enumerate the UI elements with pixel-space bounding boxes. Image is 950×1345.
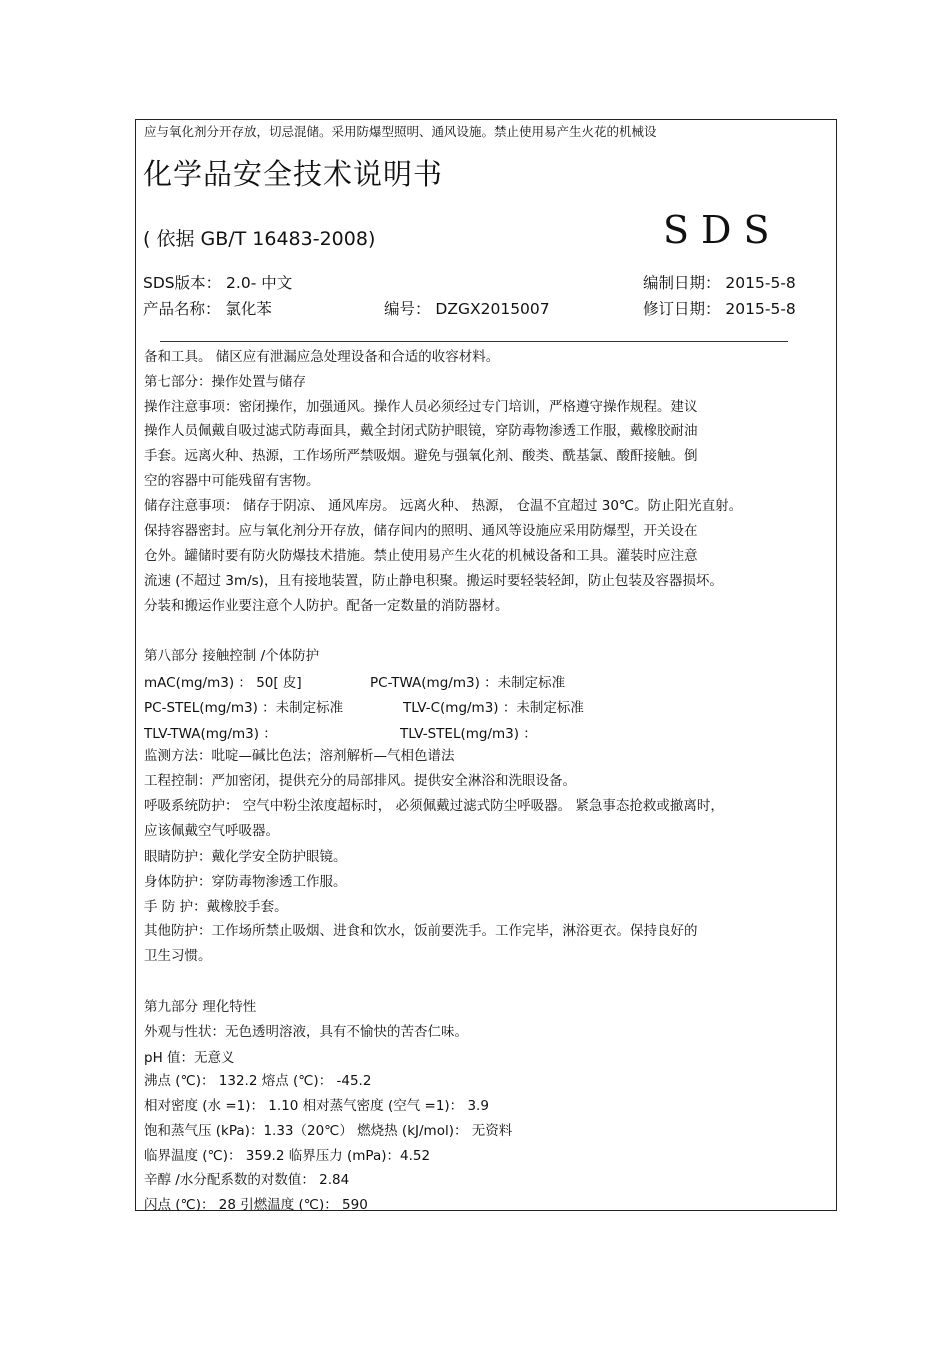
text-line: 临界温度 (℃)： 359.2 临界压力 (mPa)：4.52	[144, 1148, 431, 1164]
text-line: 外观与性状：无色透明溶液，具有不愉快的苦杏仁味。	[144, 1024, 468, 1040]
product-name: 产品名称： 氯化苯	[143, 300, 272, 318]
section-heading: 第七部分：操作处置与储存	[144, 374, 306, 390]
text-line: pH 值：无意义	[144, 1050, 235, 1066]
text-line: PC-TWA(mg/m3) ：未制定标准	[370, 675, 566, 691]
page-title: 化学品安全技术说明书	[143, 157, 444, 191]
text-line: 流速 (不超过 3m/s)，且有接地装置，防止静电积聚。搬运时要轻装轻卸，防止包装及容器损坏。	[144, 573, 723, 589]
text-line: 仓外。罐储时要有防火防爆技术措施。禁止使用易产生火花的机械设备和工具。灌装时应注意	[144, 548, 698, 564]
product-code: 编号： DZGX2015007	[384, 300, 550, 318]
text-line: 闪点 (℃)： 28 引燃温度 (℃)： 590	[144, 1197, 368, 1213]
text-line: 储存注意事项： 储存于阴凉、 通风库房。 远离火种、 热源， 仓温不宜超过 30℃。防止阳光直射。	[144, 498, 743, 514]
text-line: TLV-STEL(mg/m3) ：	[400, 726, 537, 742]
text-line: 卫生习惯。	[144, 948, 212, 964]
text-line: 呼吸系统防护： 空气中粉尘浓度超标时， 必须佩戴过滤式防尘呼吸器。 紧急事态抢救或撤离时，	[144, 798, 724, 814]
text-line: 身体防护：穿防毒物渗透工作服。	[144, 874, 347, 890]
section-heading: 第九部分 理化特性	[144, 999, 257, 1015]
text-line: 手 防 护：戴橡胶手套。	[144, 899, 288, 915]
compile-date: 编制日期： 2015-5-8	[643, 274, 796, 292]
text-line: 辛醇 /水分配系数的对数值： 2.84	[144, 1172, 350, 1188]
standard-basis: ( 依据 GB/T 16483-2008)	[143, 228, 376, 250]
text-line: 沸点 (℃)： 132.2 熔点 (℃)： -45.2	[144, 1073, 372, 1089]
header-divider	[160, 341, 788, 342]
text-line: mAC(mg/m3) ： 50[ 皮]	[144, 675, 302, 691]
text-line: 保持容器密封。应与氧化剂分开存放，储存间内的照明、通风等设施应采用防爆型，开关设在	[144, 523, 698, 539]
text-line: 应该佩戴空气呼吸器。	[144, 823, 279, 839]
text-line: 空的容器中可能残留有害物。	[144, 473, 320, 489]
text-line: TLV-TWA(mg/m3) ：	[144, 726, 277, 742]
text-line: PC-STEL(mg/m3) ：未制定标准	[144, 700, 344, 716]
text-line: 饱和蒸气压 (kPa)：1.33（20℃） 燃烧热 (kJ/mol)： 无资料	[144, 1123, 513, 1139]
text-line: 监测方法：吡啶—碱比色法；溶剂解析—气相色谱法	[144, 748, 455, 764]
top-text: 应与氧化剂分开存放，切忌混储。采用防爆型照明、通风设施。禁止使用易产生火花的机械设	[144, 124, 657, 139]
text-line: 工程控制：严加密闭，提供充分的局部排风。提供安全淋浴和洗眼设备。	[144, 773, 576, 789]
text-line: 手套。远离火种、热源，工作场所严禁吸烟。避免与强氧化剂、酸类、酰基氯、酸酐接触。倒	[144, 448, 698, 464]
text-line: 相对密度 (水 =1)： 1.10 相对蒸气密度 (空气 =1)： 3.9	[144, 1098, 489, 1114]
revise-date: 修订日期： 2015-5-8	[643, 300, 796, 318]
text-line: 操作注意事项：密闭操作，加强通风。操作人员必须经过专门培训，严格遵守操作规程。建议	[144, 399, 698, 415]
sds-label: SDS	[663, 208, 782, 252]
text-line: 操作人员佩戴自吸过滤式防毒面具，戴全封闭式防护眼镜，穿防毒物渗透工作服，戴橡胶耐油	[144, 423, 698, 439]
text-line: 其他防护：工作场所禁止吸烟、进食和饮水，饭前要洗手。工作完毕，淋浴更衣。保持良好的	[144, 923, 698, 939]
text-line: TLV-C(mg/m3) ：未制定标准	[403, 700, 584, 716]
section-heading: 第八部分 接触控制 /个体防护	[144, 648, 320, 664]
text-line: 眼睛防护：戴化学安全防护眼镜。	[144, 849, 347, 865]
text-line: 备和工具。 储区应有泄漏应急处理设备和合适的收容材料。	[144, 349, 500, 365]
sds-version: SDS版本： 2.0- 中文	[143, 274, 293, 292]
text-line: 分装和搬运作业要注意个人防护。配备一定数量的消防器材。	[144, 598, 509, 614]
